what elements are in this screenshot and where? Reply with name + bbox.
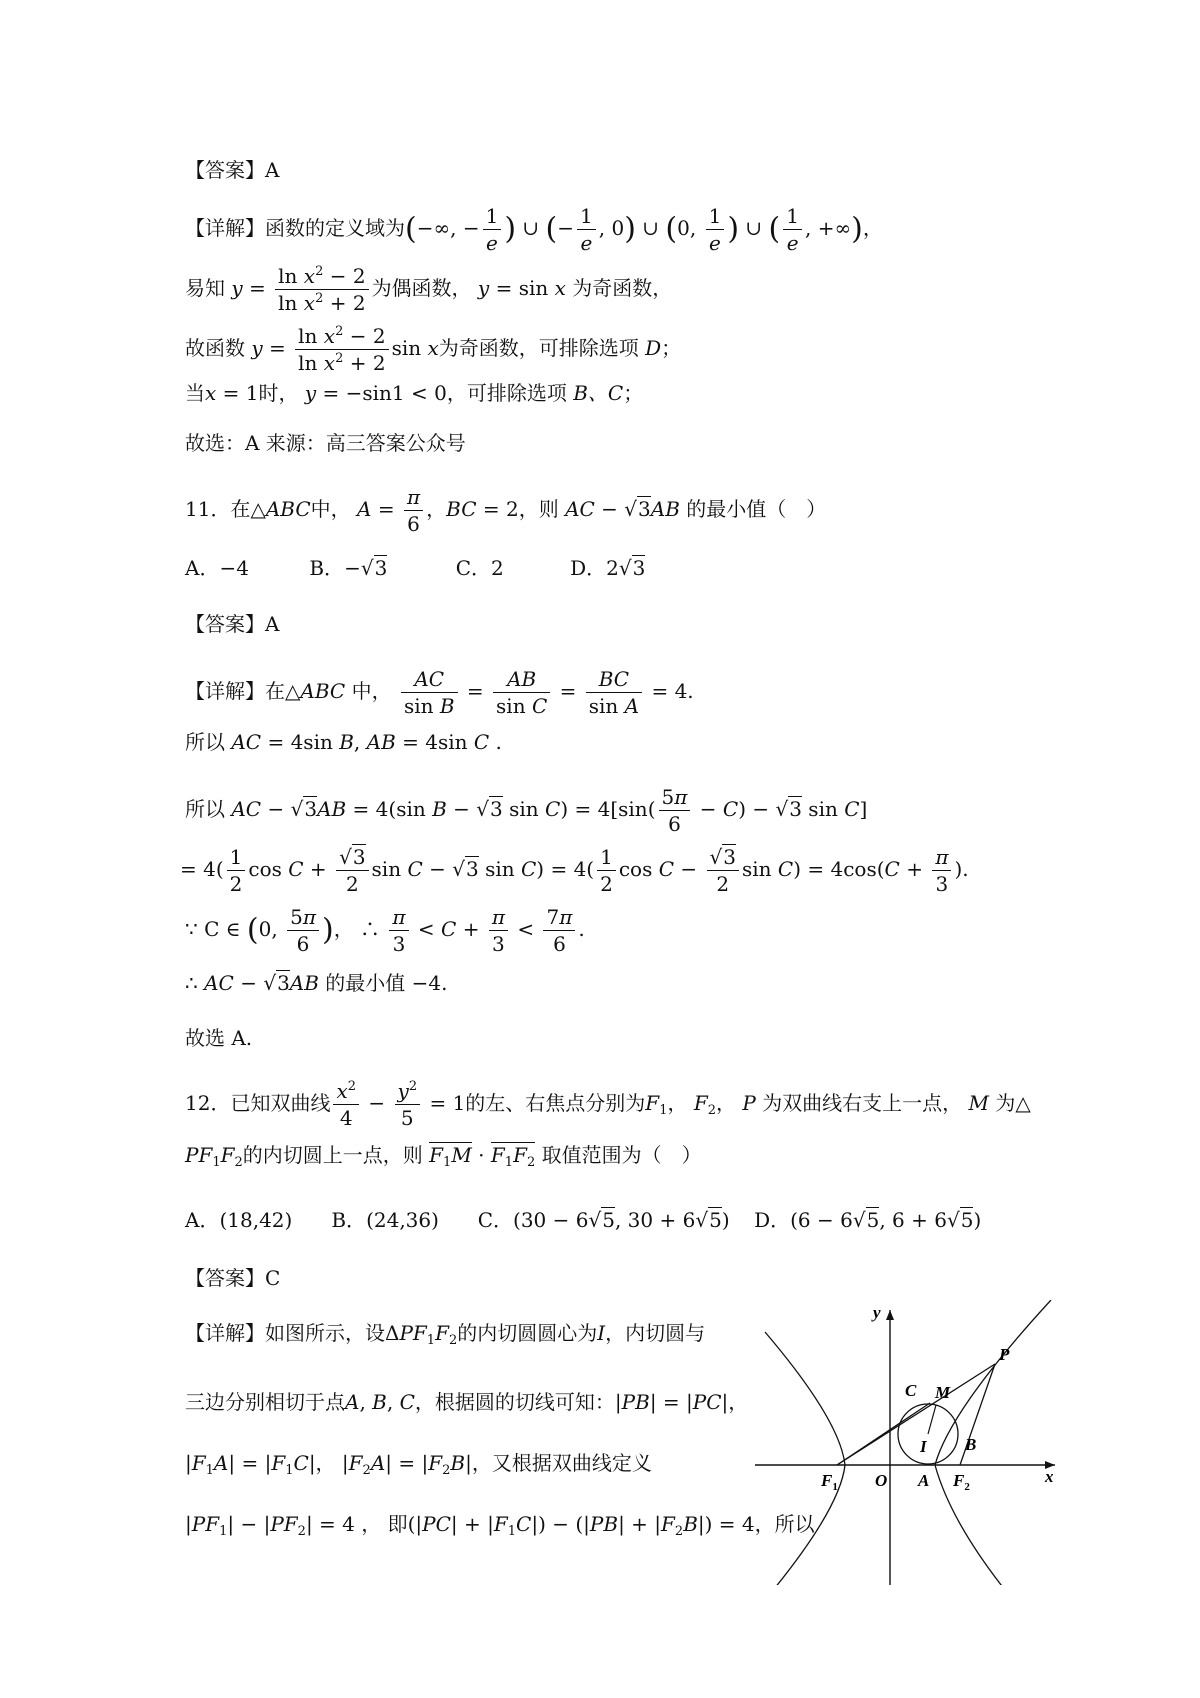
option-d-ref: D — [645, 336, 662, 360]
answer-value: A — [265, 158, 280, 182]
hyperbola-figure — [755, 1300, 1065, 1585]
q10-even-line: 易知 y = $\frac{\ln x^2 - 2}{\ln x^2 + 2}$ 为偶函数， y = sin x 为奇函数， — [185, 264, 673, 315]
stem-line2a: 的内切圆上一点，则 — [242, 1143, 423, 1167]
option-b[interactable]: B．(24,36) — [331, 1208, 439, 1232]
detail-text: 又根据双曲线定义 — [491, 1451, 652, 1475]
domain-text: 函数的定义域为 — [265, 216, 405, 240]
q12-stem-1: 12．已知双曲线 $\frac{x^2}{4}$ − $\frac{y^2}{5}$ = 1的左、右焦点分别为$F_1$， $F_2$， P 为双曲线右支上一点， M 为△ — [185, 1079, 1031, 1130]
q12-options — [185, 1210, 981, 1230]
q10-odd-line: 故函数 y = $\frac{\ln x^2 - 2}{\ln x^2 + 2}$ sin x为奇函数，可排除选项 D； — [185, 324, 682, 375]
option-label: A． — [185, 1208, 220, 1232]
label-a: A — [918, 1471, 930, 1490]
detail-text: ，内切圆与 — [605, 1321, 706, 1345]
stem-mid2: 为双曲线右支上一点， — [762, 1091, 963, 1115]
detail-text: 即 — [387, 1512, 408, 1536]
option-label: A． — [185, 556, 220, 580]
option-c[interactable]: C．2 — [455, 556, 504, 580]
when-pre: 当 — [185, 381, 205, 405]
question-number: 11．在△ — [185, 497, 266, 521]
q12-stem-2: $PF_1F_2$的内切圆上一点，则 $F_1M \cdot F_1F_2$ 取值范围为（ ） — [185, 1143, 702, 1170]
answer-label: 【答案】 — [185, 612, 265, 636]
detail-label: 【详解】 — [185, 216, 265, 240]
detail-label: 【详解】 — [185, 1321, 265, 1345]
exclude-bc: ，可排除选项 — [446, 381, 567, 405]
option-label: D． — [570, 556, 607, 580]
detail-text: 如图所示，设 — [265, 1321, 385, 1345]
odd-pre: 故函数 — [185, 336, 245, 360]
stem-mid3: 为△ — [995, 1091, 1031, 1115]
option-b[interactable]: B．−√3 — [309, 556, 388, 580]
option-bc-ref: B、C — [573, 381, 624, 405]
q11-detail-4: = 4( $\frac{1}{2}$ cos C + $\frac{√3}{2}$ sin C − √3 sin C) = 4( $\frac{1}{2}$ cos C − $\frac{√3}{2}$ sin C) = 4cos(C + $\frac{\pi}{3}$ ). — [180, 845, 969, 896]
label-f2: $F_2$ — [953, 1471, 970, 1493]
stem-min: 的最小值（ ） — [686, 497, 827, 521]
q11-detail-2: 所以 AC = 4sin B, AB = 4sin C . — [185, 730, 502, 754]
q11-options — [185, 558, 645, 578]
answer-label: 【答案】 — [185, 1266, 265, 1290]
q11-detail-1: 【详解】在△ABC 中， $\frac{AC}{\text{sin B}}$ = $\frac{AB}{\text{sin C}}$ = $\frac{BC}{\text{sin A}}$ = 4. — [185, 667, 694, 718]
stem-line2b: 取值范围为（ ） — [541, 1143, 702, 1167]
choose-text: 故选：A 来源：高三答案公众号 — [185, 431, 466, 455]
answer-value: C — [265, 1266, 281, 1290]
so-text: 所以 — [185, 730, 225, 754]
label-y: y — [873, 1303, 881, 1322]
q11-answer-line — [185, 614, 279, 634]
label-b: B — [965, 1435, 977, 1454]
in-text: 在△ — [265, 679, 301, 703]
radius-im — [928, 1405, 936, 1434]
when-time: 时， — [258, 381, 299, 405]
choose-text: 故选 A. — [185, 1026, 253, 1050]
hyperbola-right-branch — [935, 1300, 1051, 1585]
y-axis-arrow-icon — [886, 1310, 894, 1320]
even-post: 为偶函数， — [371, 276, 472, 300]
question-number: 12．已知双曲线 — [185, 1091, 331, 1115]
stem-middle: 中， — [310, 497, 351, 521]
option-label: C． — [477, 1208, 514, 1232]
label-f1: $F_1$ — [821, 1471, 838, 1493]
label-m: M — [935, 1383, 951, 1402]
detail-text: ，所以 — [754, 1512, 815, 1536]
semicolon: ； — [661, 336, 682, 360]
q12-detail-4: $|PF_1| - |PF_2| = 4$ ， 即$(|PC| + |F_1C|) - (|PB| + |F_2B|) = 4$，所以 — [185, 1512, 815, 1539]
option-a[interactable]: A．(18,42) — [185, 1208, 293, 1232]
q11-stem: 11．在△ABC中， A = $\frac{\pi}{6}$ ，BC = 2，则 AC − √3AB 的最小值（ ） — [185, 485, 827, 536]
q10-when-line: 当x = 1时， y = −sin1 < 0，可排除选项 B、C； — [185, 381, 644, 405]
q10-choose-line — [185, 433, 466, 453]
option-label: D． — [754, 1208, 791, 1232]
odd-post: 为奇函数，可排除选项 — [438, 336, 639, 360]
option-label: B． — [331, 1208, 367, 1232]
option-label: B． — [309, 556, 345, 580]
so-text: 所以 — [185, 797, 225, 821]
detail-text: 三边分别相切于点 — [185, 1390, 345, 1414]
option-label: C． — [455, 556, 492, 580]
stem-mid1: 的左、右焦点分别为 — [465, 1091, 646, 1115]
label-o: O — [875, 1471, 888, 1490]
segment-f1m — [837, 1403, 930, 1465]
min-result: 的最小值 — [325, 971, 406, 995]
label-p: P — [999, 1345, 1010, 1364]
hyperbola-left-branch — [765, 1332, 845, 1585]
answer-value: A — [265, 612, 280, 636]
q12-detail-2: 三边分别相切于点A, B, C，根据圆的切线可知：|PB| = |PC|， — [185, 1390, 749, 1414]
q12-detail-1: 【详解】如图所示，设$\Delta PF_1F_2$的内切圆圆心为I，内切圆与 — [185, 1321, 706, 1348]
detail-text: ，根据圆的切线可知： — [414, 1390, 615, 1414]
q11-choose — [185, 1028, 252, 1048]
q11-detail-3: 所以 AC − √3AB = 4(sin B − √3 sin C) = 4[sin( $\frac{5\pi}{6}$ − C) − √3 sin C] — [185, 785, 868, 836]
answer-label: 【答案】 — [185, 158, 265, 182]
option-c[interactable]: C．(30 − 6√5, 30 + 6√5) — [477, 1208, 730, 1232]
label-x: x — [1045, 1467, 1054, 1486]
stem-then: ，则 — [518, 497, 559, 521]
detail-text: 的内切圆圆心为 — [457, 1321, 598, 1345]
even-pre: 易知 — [185, 276, 225, 300]
q12-answer-line — [185, 1268, 280, 1288]
option-a[interactable]: A．−4 — [185, 556, 249, 580]
q12-detail-3: $|F_1A| = |F_1C|$， $|F_2A| = |F_2B|$，又根据双曲线定义 — [185, 1451, 652, 1478]
label-c: C — [905, 1381, 917, 1400]
option-d[interactable]: D．(6 − 6√5, 6 + 6√5) — [754, 1208, 982, 1232]
detail-label: 【详解】 — [185, 679, 265, 703]
semicolon: ； — [623, 381, 644, 405]
label-i: I — [920, 1437, 927, 1456]
q10-answer-line — [185, 160, 279, 180]
q11-detail-6: ∴ AC − √3AB 的最小值 −4. — [185, 971, 448, 995]
q10-domain-line: 【详解】函数的定义域为(−∞, − $\frac{1}{e}$ ) ∪ (− $\frac{1}{e}$ , 0) ∪ (0, $\frac{1}{e}$ ) ∪ ( $\frac{1}{e}$ , +∞)， — [185, 204, 883, 255]
option-d[interactable]: D．2√3 — [570, 556, 646, 580]
q11-detail-5: ∵ C ∈ (0, $\frac{5\pi}{6}$ )， ∴ $\frac{\pi}{3}$ < C + $\frac{\pi}{3}$ < $\frac{7\pi}{6}$ . — [185, 905, 585, 956]
sin-odd: 为奇函数， — [572, 276, 673, 300]
